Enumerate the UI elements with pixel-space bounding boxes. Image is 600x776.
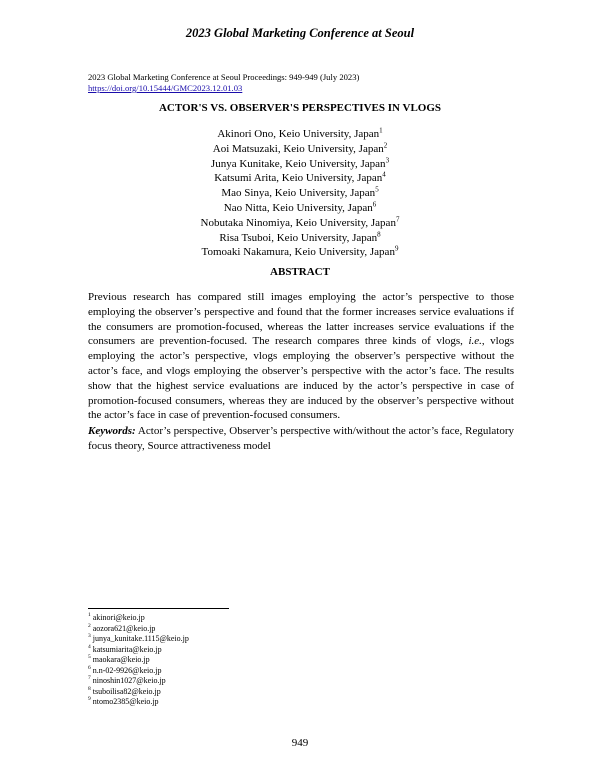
running-head: 2023 Global Marketing Conference at Seoul	[185, 26, 415, 40]
footnote-number: 2	[88, 622, 91, 629]
abstract-text-part1: Previous research has compared still images employing the actor’s perspective to those employing the observer’s perspective and found that the former increases service evaluations if the consumers are promotion-focused, whereas the latter increases service evaluations if the consumers are prevention-focused. The research compares three kinds of vlogs,	[88, 291, 514, 348]
footnote-email: ninoshin1027@keio.jp	[92, 676, 166, 685]
footnote	[88, 655, 189, 666]
author-affiliation: Mao Sinya, Keio University, Japan	[221, 187, 376, 200]
footnote	[88, 676, 189, 687]
footnote	[88, 697, 189, 708]
author-affiliation: Nobutaka Ninomiya, Keio University, Japan	[200, 216, 396, 229]
footnote	[88, 645, 189, 656]
author-line	[0, 201, 600, 216]
keywords-text: Actor’s perspective, Observer’s perspective with/without the actor’s face, Regulatory focus theory, Source attractiveness model	[88, 425, 514, 452]
abstract-text-part2: , vlogs employing the actor’s perspective, vlogs employing the observer’s perspective without the actor’s face, and vlogs employing the observer’s perspective with the actor’s face. The results show that the highest service evaluations are induced by the actor’s perspective in case of promotion-focused consumers, whereas they are induced by the observer’s perspective without the actor’s face in case of prevention-focused consumers.	[88, 335, 514, 422]
author-list	[0, 127, 600, 260]
footnote	[88, 624, 189, 635]
footnote-divider	[88, 608, 229, 609]
proceedings-citation: 2023 Global Marketing Conference at Seoul Proceedings: 949-949 (July 2023)	[88, 72, 360, 82]
footnote	[88, 634, 189, 645]
footnote-mark: 3	[385, 155, 390, 164]
author-line	[0, 231, 600, 246]
author-line	[0, 157, 600, 172]
footnote-email: aozora621@keio.jp	[92, 623, 156, 633]
abstract-body	[88, 290, 514, 423]
footnote-number: 6	[88, 664, 91, 671]
author-line	[0, 171, 600, 186]
footnote-email: ntomo2385@keio.jp	[92, 697, 159, 706]
author-affiliation: Katsumi Arita, Keio University, Japan	[214, 172, 383, 185]
page-number: 949	[291, 737, 309, 749]
keywords	[88, 424, 514, 454]
footnote-email: maokara@keio.jp	[92, 655, 150, 664]
footnote-mark: 9	[394, 244, 399, 253]
footnote-number: 9	[88, 696, 91, 703]
footnote-number: 1	[88, 612, 91, 619]
footnote	[88, 687, 189, 698]
footnote-email: akinori@keio.jp	[92, 613, 145, 622]
footnote-number: 7	[88, 675, 91, 682]
author-line	[0, 245, 600, 260]
footnote-number: 5	[88, 654, 91, 661]
footnote-mark: 1	[379, 126, 383, 135]
proceedings-info	[88, 72, 359, 94]
footnote-number: 4	[88, 643, 91, 650]
footnote-number: 8	[88, 685, 91, 692]
paper-title: ACTOR'S VS. OBSERVER'S PERSPECTIVES IN VLOGS	[158, 102, 442, 114]
footnote-email: katsumiarita@keio.jp	[92, 644, 162, 654]
footnote	[88, 666, 189, 677]
author-affiliation: Akinori Ono, Keio University, Japan	[217, 128, 380, 140]
footnote-mark: 6	[372, 200, 377, 209]
footnote-number: 3	[88, 633, 91, 640]
author-affiliation: Nao Nitta, Keio University, Japan	[223, 201, 373, 214]
doi-link[interactable]: https://doi.org/10.15444/GMC2023.12.01.03	[88, 83, 243, 93]
abstract-heading: ABSTRACT	[270, 266, 330, 278]
abstract-ie: i.e.	[468, 335, 482, 348]
author-affiliation: Junya Kunitake, Keio University, Japan	[210, 157, 386, 170]
footnote-mark: 5	[375, 185, 379, 194]
footnote-email: n.n-02-9926@keio.jp	[92, 665, 162, 675]
footnote-email: junya_kunitake.1115@keio.jp	[92, 634, 189, 643]
footnote	[88, 613, 189, 624]
footnote-list	[88, 613, 189, 708]
author-affiliation: Aoi Matsuzaki, Keio University, Japan	[212, 142, 384, 155]
footnote-mark: 8	[377, 229, 381, 238]
author-line	[0, 127, 600, 142]
author-affiliation: Tomoaki Nakamura, Keio University, Japan	[201, 246, 395, 259]
author-affiliation: Risa Tsuboi, Keio University, Japan	[219, 231, 378, 244]
footnote-mark: 4	[382, 170, 386, 179]
author-line	[0, 216, 600, 231]
footnote-mark: 2	[383, 141, 388, 150]
footnote-mark: 7	[395, 215, 400, 224]
author-line	[0, 186, 600, 201]
keywords-label: Keywords:	[88, 425, 136, 437]
author-line	[0, 142, 600, 157]
footnote-email: tsuboilisa82@keio.jp	[92, 686, 161, 696]
